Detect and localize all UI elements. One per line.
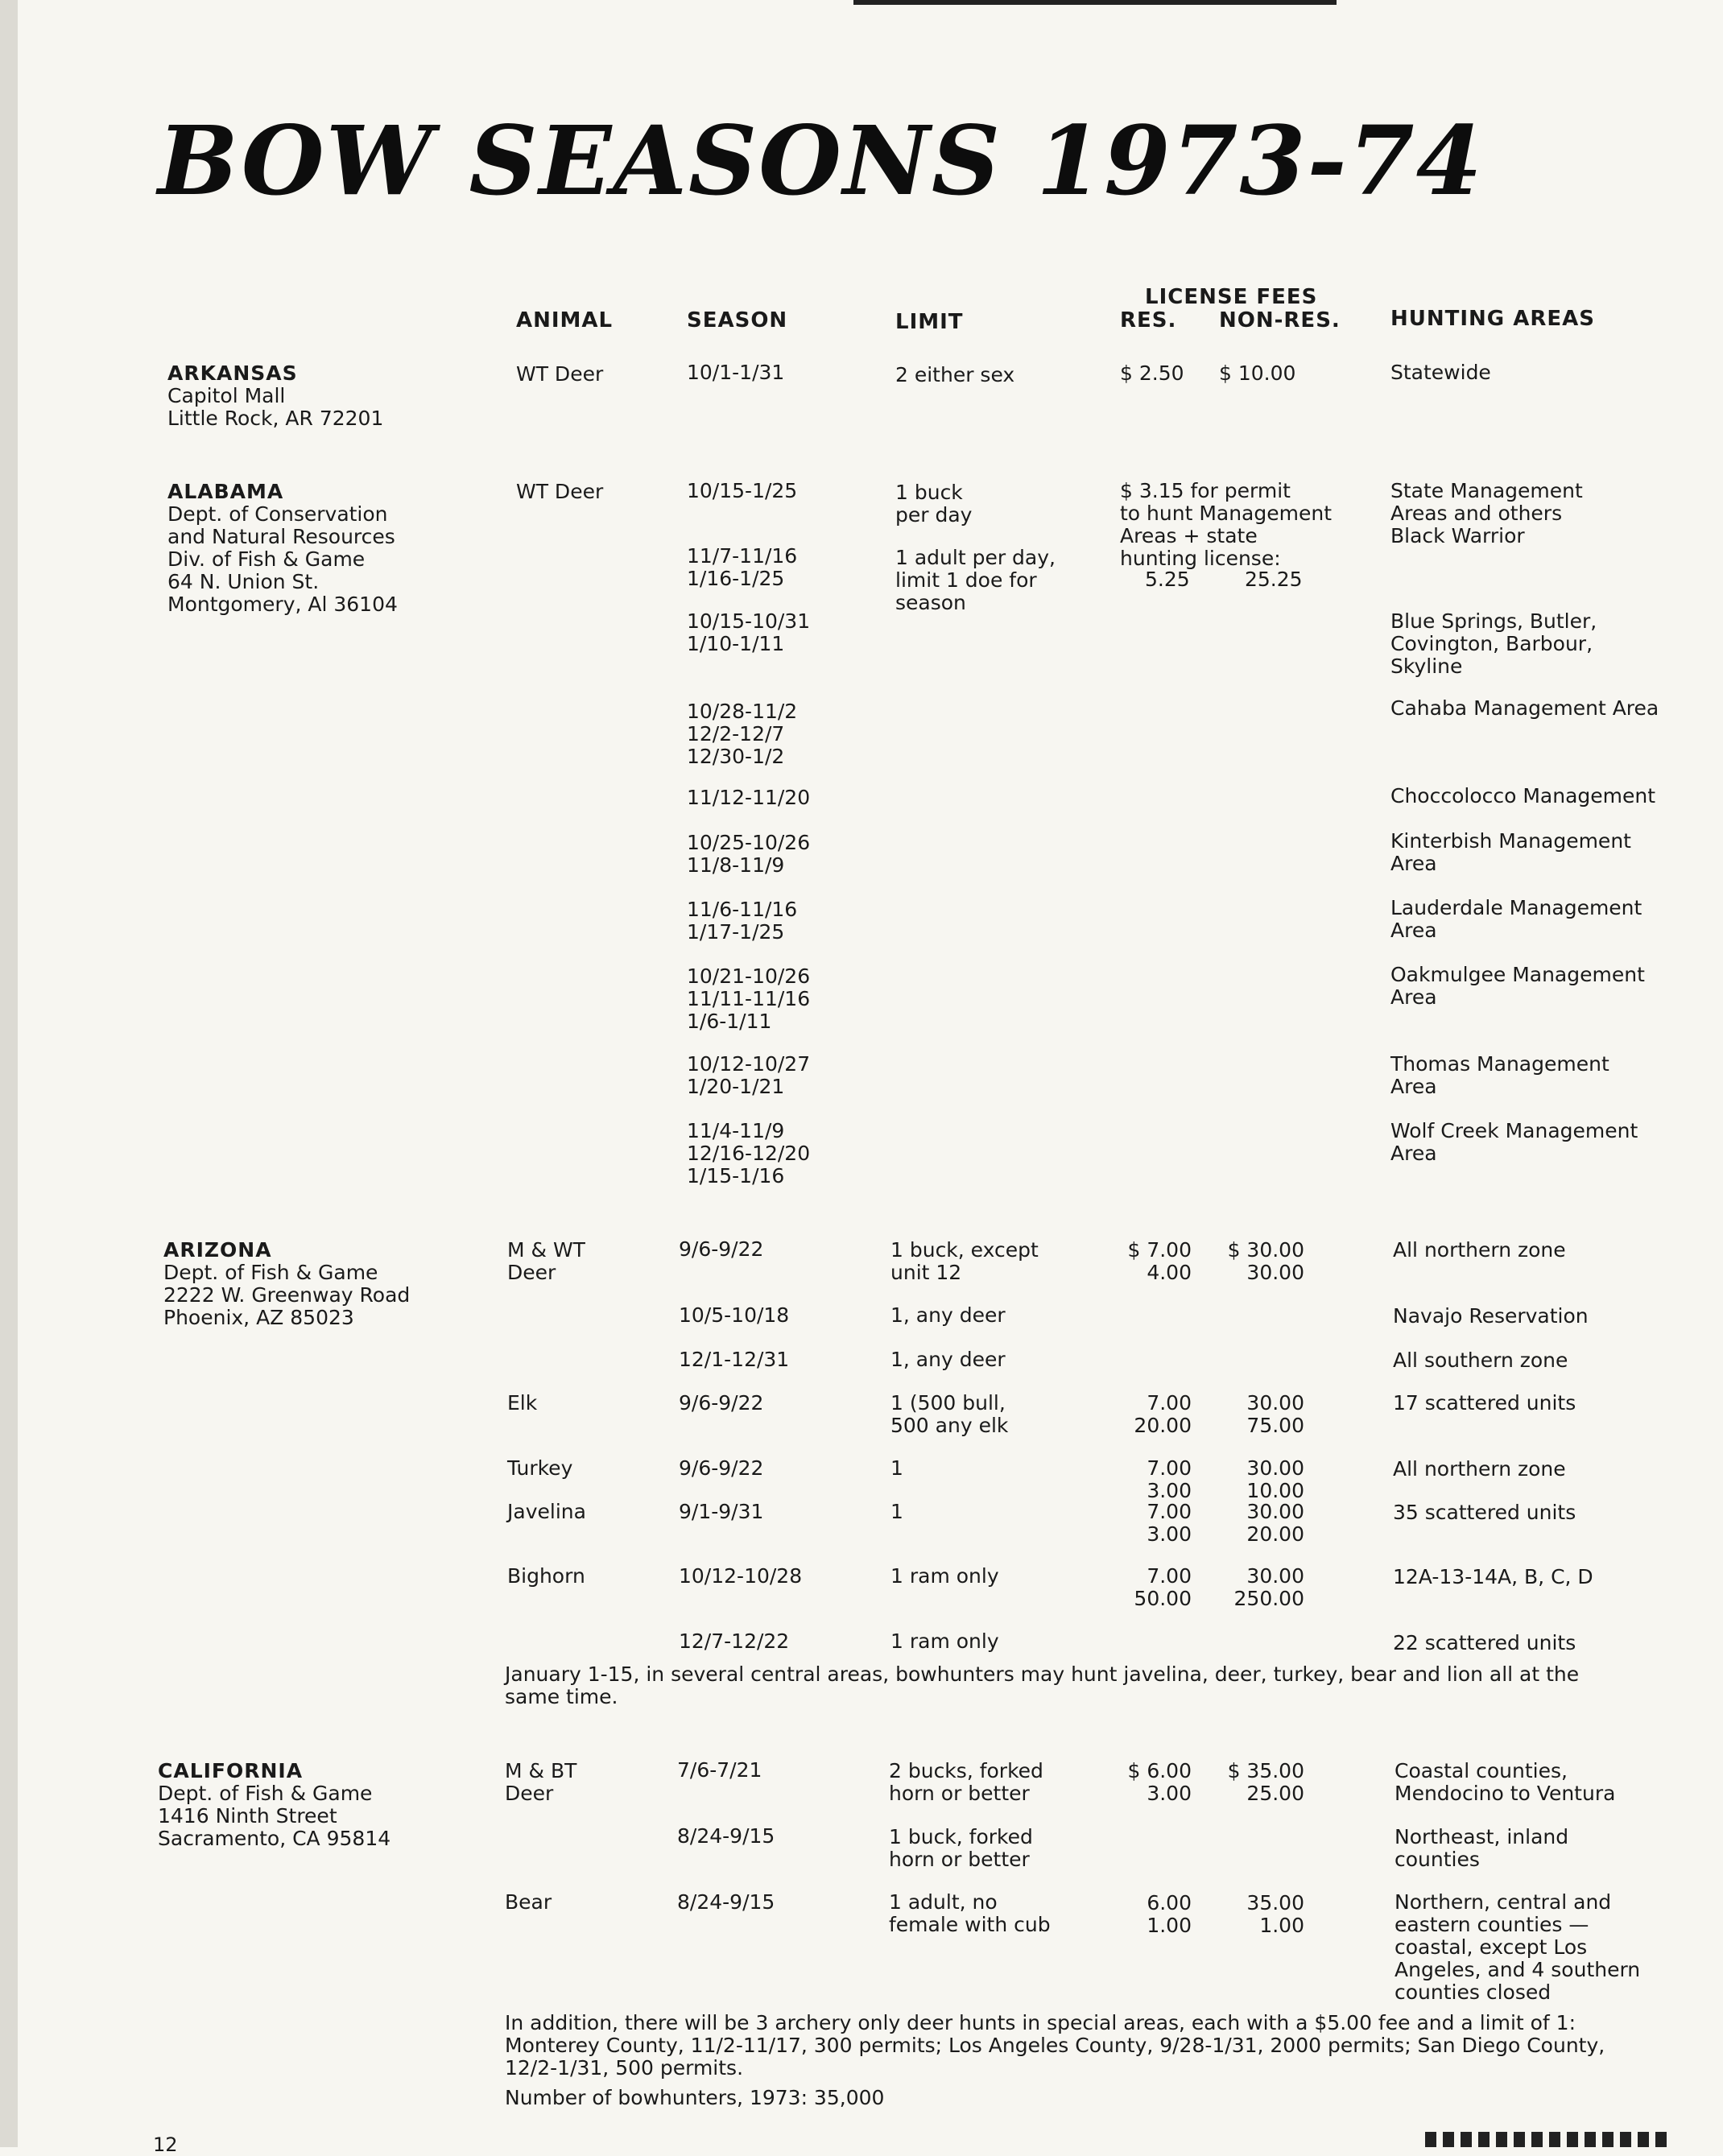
state-name-arkansas: ARKANSAS [167,361,298,385]
cell-animal: Bighorn [507,1564,585,1588]
cell-area: Coastal counties, Mendocino to Ventura [1395,1759,1616,1805]
cell-limit: 1 buck, forked horn or better [889,1825,1033,1871]
header-season: SEASON [687,308,788,332]
state-address-alabama: Dept. of Conservation and Natural Resources Div. of Fish & Game 64 N. Union St. Montgomery, Al 36104 [167,502,398,616]
cell-animal: M & BT Deer [505,1759,577,1805]
cell-fee-res: $ 7.00 4.00 [1127,1238,1192,1284]
cell-area: State Management Areas and others Black Warrior [1390,479,1583,547]
cell-limit: 1, any deer [890,1348,1006,1371]
cell-fee-nonres: 30.00 75.00 [1246,1391,1304,1437]
cell-area: Statewide [1390,361,1491,384]
cell-area: 22 scattered units [1393,1631,1576,1654]
cell-fee-res: $ 2.50 [1120,361,1184,385]
page-edge [0,0,18,2147]
cell-area: Oakmulgee Management Area [1390,963,1645,1009]
page-title: BOW SEASONS 1973-74 [158,105,1484,217]
cell-area: Choccolocco Management [1390,784,1656,807]
state-name-california: CALIFORNIA [158,1759,304,1782]
cell-fee-nonres: 30.00 250.00 [1233,1564,1304,1610]
state-address-arkansas: Capitol Mall Little Rock, AR 72201 [167,384,384,430]
cell-season: 9/6-9/22 [679,1456,764,1480]
cell-season: 10/12-10/27 1/20-1/21 [687,1052,811,1098]
cell-fee-nonres: $ 30.00 30.00 [1227,1238,1304,1284]
cell-fee-nonres: $ 35.00 25.00 [1227,1759,1304,1805]
cell-season: 7/6-7/21 [677,1758,762,1782]
cell-area: 17 scattered units [1393,1391,1576,1415]
cell-season: 9/6-9/22 [679,1391,764,1415]
cell-limit: 1 buck per day [895,481,973,527]
header-animal: ANIMAL [516,308,614,332]
cell-limit: 1 (500 bull, 500 any elk [890,1391,1009,1437]
cell-fee-nonres: 30.00 20.00 [1246,1500,1304,1546]
cell-area: 12A-13-14A, B, C, D [1393,1565,1593,1588]
cell-limit: 1 [890,1456,903,1480]
footer-barcode [1425,2132,1667,2147]
cell-limit: 1 adult, no female with cub [889,1890,1051,1936]
cell-season: 9/1-9/31 [679,1500,764,1523]
cell-fee-res: 7.00 20.00 [1134,1391,1192,1437]
cell-season: 10/15-1/25 [687,479,798,502]
arizona-note: January 1-15, in several central areas, bowhunters may hunt javelina, deer, turkey, bear and lion all at the same time. [505,1662,1580,1708]
cell-area: Blue Springs, Butler, Covington, Barbour, Skyline [1390,609,1597,678]
cell-limit: 2 bucks, forked horn or better [889,1759,1043,1805]
cell-animal: Javelina [507,1500,586,1523]
header-limit: LIMIT [895,310,964,334]
cell-animal: Turkey [507,1456,573,1480]
cell-season: 12/7-12/22 [679,1629,790,1653]
header-res: RES. [1120,308,1177,332]
top-border [853,0,1337,5]
cell-season: 11/6-11/16 1/17-1/25 [687,898,798,944]
bowhunter-count: Number of bowhunters, 1973: 35,000 [505,2086,885,2109]
state-name-alabama: ALABAMA [167,480,284,503]
cell-area: Northern, central and eastern counties — coastal, except Los Angeles, and 4 southern counties closed [1395,1890,1641,2004]
cell-limit: 1 buck, except unit 12 [890,1238,1039,1284]
cell-fee-nonres: 25.25 [1245,568,1303,591]
cell-animal: WT Deer [516,362,604,386]
cell-area: Navajo Reservation [1393,1304,1589,1328]
cell-fee-res: 7.00 50.00 [1134,1564,1192,1610]
california-note: In addition, there will be 3 archery only deer hunts in special areas, each with a $5.00 fee and a limit of 1: Monterey County, 11/2-11/17, 300 permits; Los Angeles County, 9/28-1/31, 2000 permits; San Diego County, 12/2-1/31, 500 permits. [505,2011,1605,2080]
cell-fee-nonres: 30.00 10.00 [1246,1456,1304,1502]
cell-season: 11/12-11/20 [687,786,811,809]
cell-limit: 1 [890,1500,903,1523]
cell-season: 12/1-12/31 [679,1348,790,1371]
cell-season: 8/24-9/15 [677,1824,775,1848]
cell-limit: 1, any deer [890,1303,1006,1327]
cell-season: 10/15-10/31 1/10-1/11 [687,609,811,655]
cell-area: All northern zone [1393,1238,1566,1262]
cell-limit: 2 either sex [895,363,1015,386]
cell-limit: 1 adult per day, limit 1 doe for season [895,546,1056,614]
cell-fee-res: 7.00 3.00 [1147,1456,1192,1502]
header-license-fees: LICENSE FEES [1145,285,1318,309]
cell-area: Northeast, inland counties [1395,1825,1569,1871]
cell-season: 10/21-10/26 11/11-11/16 1/6-1/11 [687,964,811,1033]
cell-area: 35 scattered units [1393,1501,1576,1524]
page-number: 12 [153,2133,178,2156]
cell-season: 9/6-9/22 [679,1237,764,1261]
cell-fee-nonres: $ 10.00 [1219,361,1296,385]
cell-fee-nonres: 35.00 1.00 [1246,1891,1304,1937]
state-address-california: Dept. of Fish & Game 1416 Ninth Street Sacramento, CA 95814 [158,1782,391,1850]
cell-season: 10/5-10/18 [679,1303,790,1327]
cell-animal: Bear [505,1890,552,1914]
cell-area: Wolf Creek Management Area [1390,1119,1638,1165]
cell-area: Cahaba Management Area [1390,696,1659,720]
cell-animal: M & WT Deer [507,1238,585,1284]
header-nonres: NON-RES. [1219,308,1341,332]
state-address-arizona: Dept. of Fish & Game 2222 W. Greenway Road Phoenix, AZ 85023 [163,1261,411,1329]
cell-fee-note: $ 3.15 for permit to hunt Management Areas + state hunting license: [1120,479,1333,570]
cell-area: Lauderdale Management Area [1390,896,1642,942]
cell-season: 10/12-10/28 [679,1564,803,1588]
cell-season: 10/25-10/26 11/8-11/9 [687,831,811,877]
cell-fee-res: $ 6.00 3.00 [1127,1759,1192,1805]
cell-fee-res: 7.00 3.00 [1147,1500,1192,1546]
cell-fee-res: 6.00 1.00 [1147,1891,1192,1937]
cell-season: 11/4-11/9 12/16-12/20 1/15-1/16 [687,1119,811,1187]
header-hunting-areas: HUNTING AREAS [1390,307,1595,331]
cell-fee-res: 5.25 [1145,568,1190,591]
cell-season: 8/24-9/15 [677,1890,775,1914]
cell-season: 10/1-1/31 [687,361,785,384]
cell-area: All northern zone [1393,1457,1566,1481]
cell-limit: 1 ram only [890,1564,999,1588]
cell-limit: 1 ram only [890,1629,999,1653]
cell-season: 10/28-11/2 12/2-12/7 12/30-1/2 [687,700,798,768]
cell-animal: WT Deer [516,480,604,503]
state-name-arizona: ARIZONA [163,1238,272,1262]
cell-area: All southern zone [1393,1349,1568,1372]
cell-season: 11/7-11/16 1/16-1/25 [687,544,798,590]
cell-area: Kinterbish Management Area [1390,829,1631,875]
cell-area: Thomas Management Area [1390,1052,1609,1098]
cell-animal: Elk [507,1391,538,1415]
